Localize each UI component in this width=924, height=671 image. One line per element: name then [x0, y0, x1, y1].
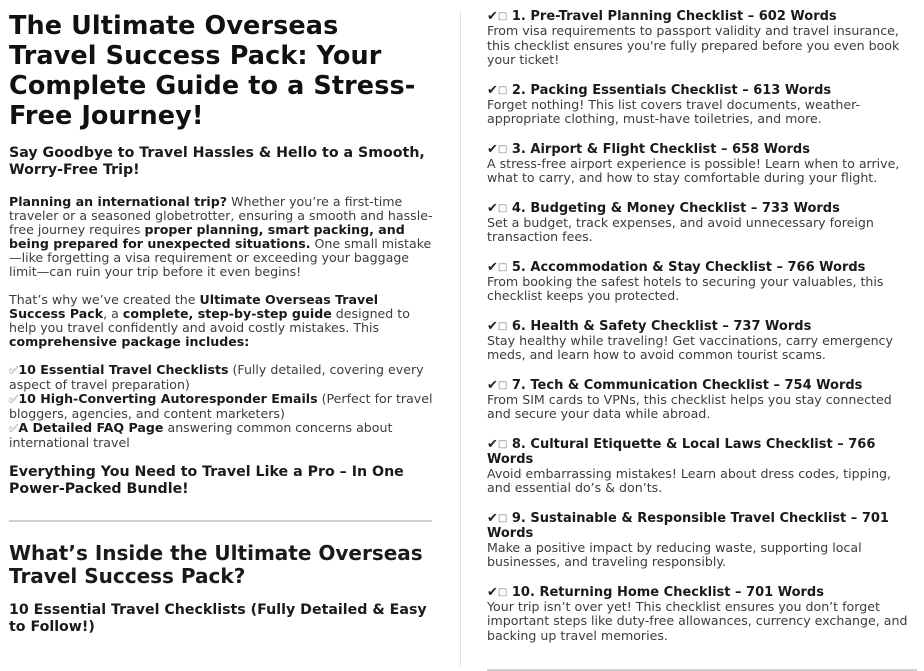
checkmark-icon: ✔: [487, 259, 498, 275]
checklist-description: Avoid embarrassing mistakes! Learn about dress codes, tipping, and essential do’s & don’ts.: [487, 465, 892, 495]
includes-item-title: 10 Essential Travel Checklists: [18, 362, 229, 377]
checklist-item: [487, 319, 917, 363]
checkmark-icon: ✔: [487, 82, 498, 98]
checklist-title: 4. Budgeting & Money Checklist – 733 Words: [511, 200, 840, 216]
checklist-description: Make a positive impact by reducing waste, supporting local businesses, and traveling responsibly.: [487, 539, 862, 569]
checkbox-icon: □: [497, 143, 508, 155]
checkmark-icon: ✔: [487, 318, 498, 334]
checklist-description: Forget nothing! This list covers travel documents, weather-appropriate clothing, must-have toiletries, and more.: [487, 96, 861, 126]
includes-item-text: answering common concerns about international travel: [9, 420, 393, 450]
checkmark-icon: ✔: [487, 9, 498, 24]
intro-emphasis: comprehensive package includes:: [9, 334, 250, 349]
intro-lead: Planning an international trip?: [9, 194, 228, 209]
check-mark-icon: ✅︎: [9, 364, 19, 377]
checklist-item: [487, 83, 917, 127]
check-mark-icon: ✅︎: [9, 422, 19, 435]
bundle-tagline: Everything You Need to Travel Like a Pro – In One Power-Packed Bundle!: [9, 464, 404, 497]
product-name: Ultimate Overseas Travel Success Pack: [9, 292, 379, 321]
checkmark-icon: ✔: [487, 377, 498, 393]
checklist-description: From visa requirements to passport validity and travel insurance, this checklist ensures you're fully prepared before you even book your ticket!: [487, 23, 900, 67]
intro-emphasis: proper planning, smart packing, and being prepared for unexpected situations.: [9, 222, 405, 251]
checklist-item: [487, 260, 917, 304]
checklist-description: Stay healthy while traveling! Get vaccinations, carry emergency meds, and learn how to avoid common tourist scams.: [487, 332, 893, 362]
section-divider: [9, 520, 432, 522]
checklist-title: 2. Packing Essentials Checklist – 613 Words: [511, 82, 832, 98]
checkbox-icon: □: [497, 202, 508, 214]
checklist-title-row: [487, 437, 917, 467]
checklist-item: [487, 437, 917, 496]
checklist-title-row: [487, 260, 917, 275]
checklist-item: [487, 201, 917, 245]
checklist-title: 1. Pre-Travel Planning Checklist – 602 Words: [511, 9, 837, 24]
checkbox-icon: □: [497, 586, 508, 598]
checklist-item: [487, 9, 917, 68]
inside-subheading: 10 Essential Travel Checklists (Fully Detailed & Easy to Follow!): [9, 602, 427, 635]
includes-item: [9, 421, 433, 450]
checkbox-icon: □: [497, 320, 508, 332]
checklist-item: [487, 378, 917, 422]
checkbox-icon: □: [497, 379, 508, 391]
checklist-item: [487, 585, 917, 644]
includes-item: [9, 363, 433, 392]
checkmark-icon: ✔: [487, 584, 498, 600]
page-title: The Ultimate Overseas Travel Success Pack: Your Complete Guide to a Stress-Free Journey!: [9, 11, 416, 131]
intro-text: , a: [103, 306, 123, 321]
intro-emphasis: complete, step-by-step guide: [122, 306, 332, 321]
intro-text: One small mistake—like forgetting a visa requirement or exceeding your baggage limit—can ruin your trip before it even begins!: [9, 236, 432, 279]
checklist-description: From booking the safest hotels to securing your valuables, this checklist keeps you protected.: [487, 273, 884, 303]
checklist-title: 5. Accommodation & Stay Checklist – 766 Words: [511, 259, 866, 275]
checkbox-icon: □: [497, 84, 508, 96]
includes-item-text: (Perfect for travel bloggers, agencies, and content marketers): [9, 391, 433, 421]
checkmark-icon: ✔: [487, 436, 498, 452]
includes-list: [9, 363, 433, 450]
checklist-item: [487, 511, 917, 570]
includes-item-text: (Fully detailed, covering every aspect of travel preparation): [9, 362, 424, 392]
checkbox-icon: □: [497, 512, 508, 524]
intro-text: designed to help you travel confidently and avoid costly mistakes. This: [9, 306, 410, 335]
checklist-title-row: [487, 585, 917, 600]
checklist-title-row: [487, 201, 917, 216]
checklist-description: Set a budget, track expenses, and avoid unnecessary foreign transaction fees.: [487, 214, 874, 244]
intro-text: Whether you’re a first-time traveler or a seasoned globetrotter, ensuring a smooth and hassle-free journey requires: [9, 194, 433, 237]
checkmark-icon: ✔: [487, 510, 498, 526]
hero-subtitle: Say Goodbye to Travel Hassles & Hello to a Smooth, Worry-Free Trip!: [9, 145, 425, 178]
column-divider: [460, 10, 461, 666]
checklist-description: From SIM cards to VPNs, this checklist helps you stay connected and secure your data while abroad.: [487, 391, 892, 421]
checklist-title: 8. Cultural Etiquette & Local Laws Checklist – 766 Words: [487, 436, 876, 467]
checkbox-icon: □: [497, 11, 508, 22]
checkbox-icon: □: [497, 438, 508, 450]
checklist-title-row: [487, 83, 917, 98]
checklist-title: 10. Returning Home Checklist – 701 Words: [511, 584, 824, 600]
right-column: [487, 0, 917, 671]
includes-item-title: A Detailed FAQ Page: [18, 420, 164, 435]
checklist-title: 6. Health & Safety Checklist – 737 Words: [511, 318, 812, 334]
intro-text: That’s why we’ve created the: [9, 292, 200, 307]
checklist-title-row: [487, 142, 917, 157]
intro-paragraph-1: [9, 195, 433, 279]
checklist-title: 7. Tech & Communication Checklist – 754 Words: [511, 377, 863, 393]
checklist-title-row: [487, 319, 917, 334]
checklist-description: Your trip isn’t over yet! This checklist ensures you don’t forget important steps like duty-free allowances, currency exchange, and backing up travel memories.: [487, 598, 908, 643]
inside-heading: What’s Inside the Ultimate Overseas Travel Success Pack?: [9, 541, 423, 588]
checklist-title-row: [487, 9, 917, 24]
checklist-title-row: [487, 378, 917, 393]
includes-item: [9, 392, 433, 421]
checkbox-icon: □: [497, 261, 508, 273]
checkmark-icon: ✔: [487, 200, 498, 216]
left-column: [9, 0, 433, 636]
check-mark-icon: ✅︎: [9, 393, 19, 406]
checklist-title: 3. Airport & Flight Checklist – 658 Words: [511, 141, 810, 157]
checklist-title: 9. Sustainable & Responsible Travel Checklist – 701 Words: [487, 510, 889, 541]
intro-paragraph-2: [9, 293, 433, 349]
checkmark-icon: ✔: [487, 141, 498, 157]
includes-item-title: 10 High-Converting Autoresponder Emails: [18, 391, 318, 406]
checklist-description: A stress-free airport experience is possible! Learn when to arrive, what to carry, and how to stay comfortable during your flight.: [487, 155, 900, 185]
checklist-item: [487, 142, 917, 186]
checklist-list: [487, 9, 917, 643]
checklist-title-row: [487, 511, 917, 541]
